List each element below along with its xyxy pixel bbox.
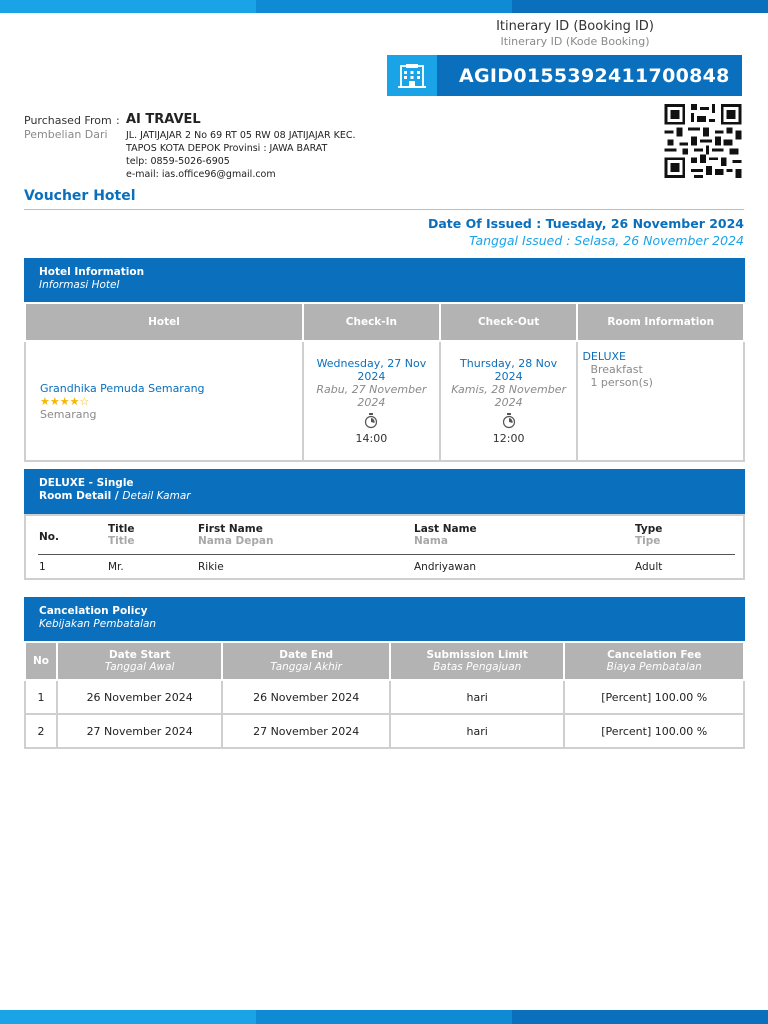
col-no [25, 642, 57, 680]
row-no: 2 [25, 714, 57, 748]
issued-date-id: Tanggal Issued : Selasa, 26 November 2024 [469, 233, 744, 248]
room-meal: Breakfast [590, 363, 643, 376]
agent-phone: telp: 0859-5026-6905 [126, 156, 230, 167]
col-date-start [57, 642, 223, 680]
voucher-title: Voucher Hotel [24, 188, 136, 204]
col-room-info: Room Information [577, 303, 744, 341]
itinerary-label-id: Itinerary ID (Kode Booking) [500, 35, 650, 48]
room-info-cell [577, 341, 744, 461]
top-color-bar [0, 0, 768, 13]
agent-name: AI TRAVEL [126, 112, 201, 127]
checkout-date: Thursday, 28 Nov 2024 [460, 357, 558, 383]
room-detail-sub-en: Room Detail / [39, 490, 119, 502]
hotel-info-header [24, 258, 745, 302]
divider [24, 209, 744, 210]
row-date-end: 26 November 2024 [222, 680, 390, 714]
col-first-name [198, 523, 273, 547]
row-no: 1 [25, 680, 57, 714]
table-row [25, 714, 744, 748]
col-date-end-label: Date End [279, 649, 334, 661]
cancel-table-header-row [25, 642, 744, 680]
row-submission-limit: hari [390, 714, 565, 748]
purchased-from-label-id: Pembelian Dari [24, 128, 108, 141]
room-persons: 1 person(s) [590, 376, 653, 389]
checkin-cell [303, 341, 440, 461]
col-type-label-id: Tipe [635, 535, 661, 547]
col-cancel-fee [564, 642, 744, 680]
row-date-start: 26 November 2024 [57, 680, 223, 714]
col-submission-limit [390, 642, 565, 680]
table-row [25, 680, 744, 714]
purchased-from-label: Purchased From [24, 114, 112, 127]
row-cancel-fee: [Percent] 100.00 % [564, 714, 744, 748]
col-checkin: Check-In [303, 303, 440, 341]
col-no-label: No. [39, 531, 59, 543]
cancel-policy-title: Cancelation Policy [39, 605, 148, 617]
issued-date [428, 216, 744, 248]
col-date-end-label-id: Tanggal Akhir [270, 661, 342, 673]
qr-code-icon [664, 104, 742, 178]
col-last-name-label-id: Nama [414, 535, 448, 547]
checkout-date-id: Kamis, 28 November 2024 [451, 383, 566, 409]
cancel-policy-subtitle: Kebijakan Pembatalan [39, 618, 157, 630]
cancel-policy-header [24, 597, 745, 641]
room-detail-sub-id: Detail Kamar [122, 490, 191, 502]
col-first-name-label: First Name [198, 523, 263, 535]
room-detail-header [24, 469, 745, 514]
cancel-policy-table [24, 641, 745, 749]
col-type-label: Type [635, 523, 663, 535]
address-line: TAPOS KOTA DEPOK Provinsi : JAWA BARAT [126, 143, 328, 154]
hotel-stars: ★★★★☆ [40, 394, 90, 408]
bottom-color-bar [0, 1010, 768, 1024]
address-line: JL. JATIJAJAR 2 No 69 RT 05 RW 08 JATIJAJAR KEC. [126, 130, 356, 141]
stopwatch-icon [502, 413, 516, 429]
row-submission-limit: hari [390, 680, 565, 714]
col-date-start-label: Date Start [108, 649, 171, 661]
col-title-label-id: Title [108, 535, 135, 547]
purchase-colon: : [116, 114, 120, 127]
room-detail-table [24, 514, 745, 580]
checkout-cell [440, 341, 578, 461]
checkout-time: 12:00 [492, 432, 525, 445]
guest-no: 1 [39, 561, 46, 573]
col-date-end [222, 642, 390, 680]
guest-title: Mr. [108, 561, 124, 573]
hotel-info-title: Hotel Information [39, 266, 145, 278]
col-last-name [414, 523, 477, 547]
checkin-date-id: Rabu, 27 November 2024 [316, 383, 427, 409]
col-date-start-label-id: Tanggal Awal [104, 661, 175, 673]
hotel-info-table [24, 302, 745, 462]
hotel-city: Semarang [40, 407, 97, 421]
col-first-name-label-id: Nama Depan [198, 535, 274, 547]
hotel-info-subtitle: Informasi Hotel [39, 279, 120, 291]
col-cancel-fee-label: Cancelation Fee [607, 649, 702, 661]
row-date-end: 27 November 2024 [222, 714, 390, 748]
col-title-label: Title [108, 523, 135, 535]
col-no [39, 531, 59, 543]
stopwatch-icon [364, 413, 378, 429]
col-no-label: No [32, 655, 49, 667]
row-date-start: 27 November 2024 [57, 714, 223, 748]
guest-last-name: Andriyawan [414, 561, 477, 573]
col-cancel-fee-label-id: Biaya Pembatalan [606, 661, 702, 673]
row-cancel-fee: [Percent] 100.00 % [564, 680, 744, 714]
itinerary-label-en: Itinerary ID (Booking ID) [496, 19, 654, 34]
booking-code: AGID0155392411700848 [459, 64, 730, 87]
hotel-row [25, 341, 744, 461]
checkin-date: Wednesday, 27 Nov 2024 [316, 357, 427, 383]
col-submission-limit-label-id: Batas Pengajuan [433, 661, 522, 673]
col-hotel: Hotel [25, 303, 303, 341]
guest-first-name: Rikie [198, 561, 224, 573]
issued-date-en: Date Of Issued : Tuesday, 26 November 2024 [427, 216, 744, 231]
agent-address [126, 129, 546, 181]
col-last-name-label: Last Name [414, 523, 477, 535]
hotel-building-icon [387, 55, 437, 96]
header-divider [38, 554, 735, 555]
hotel-name: Grandhika Pemuda Semarang [40, 381, 205, 395]
guest-type: Adult [635, 561, 663, 573]
hotel-table-header-row [25, 303, 744, 341]
agent-email: e-mail: ias.office96@gmail.com [126, 169, 276, 180]
col-type [635, 523, 662, 547]
col-submission-limit-label: Submission Limit [426, 649, 528, 661]
hotel-cell [25, 341, 303, 461]
room-detail-subtitle [39, 490, 730, 502]
col-checkout: Check-Out [440, 303, 578, 341]
room-type: DELUXE [582, 350, 626, 363]
room-detail-title: DELUXE - Single [39, 477, 134, 489]
col-title [108, 523, 135, 547]
checkin-time: 14:00 [355, 432, 388, 445]
itinerary-label [384, 19, 766, 48]
booking-code-box [387, 55, 742, 96]
